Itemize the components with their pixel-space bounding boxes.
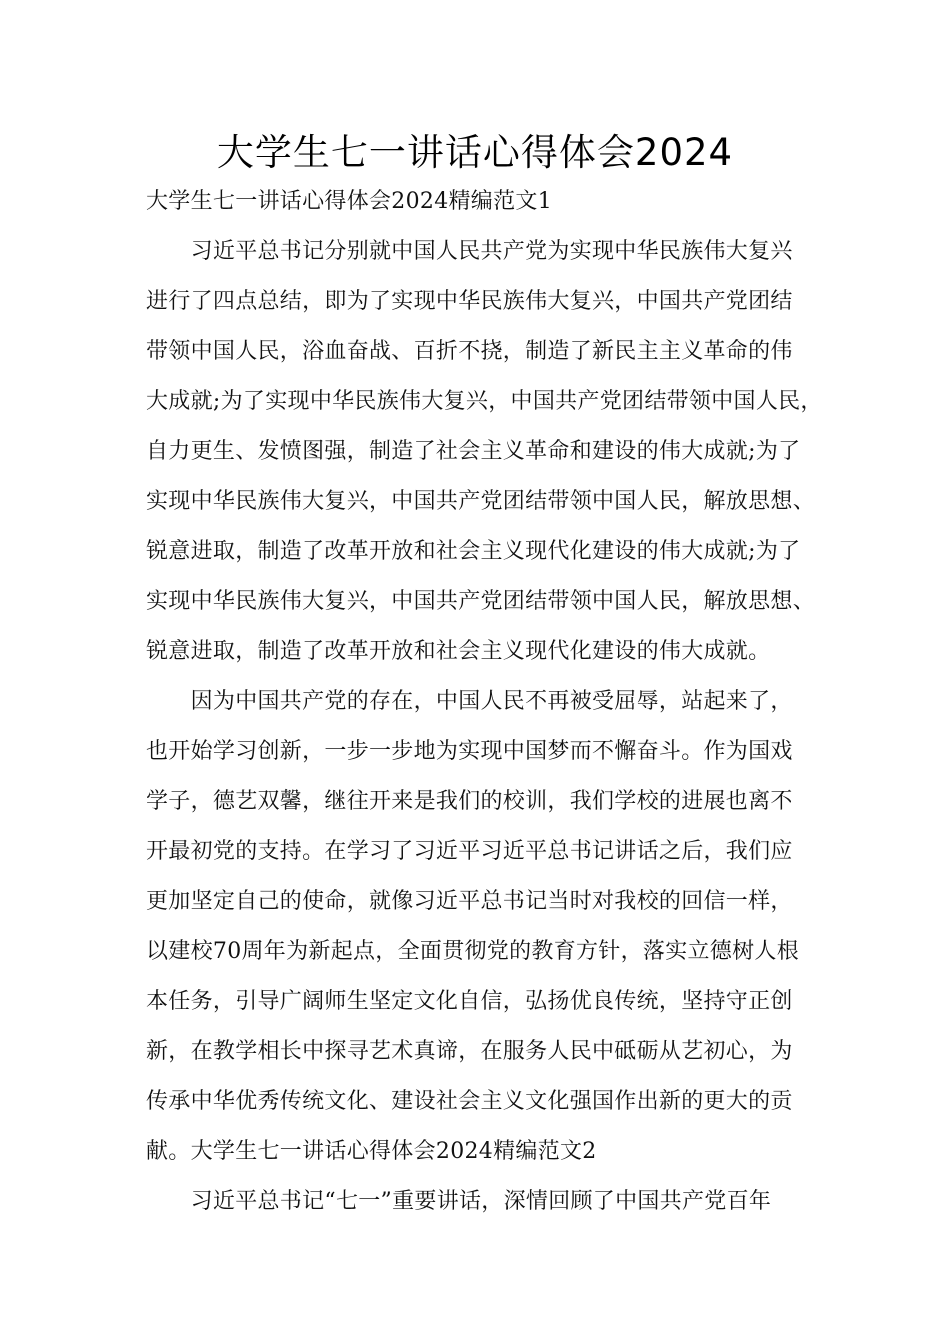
- text-line: 传承中华优秀传统文化、建设社会主义文化强国作出新的更大的贡: [146, 1089, 793, 1114]
- text-line: 锐意进取，制造了改革开放和社会主义现代化建设的伟大成就;为了: [146, 539, 801, 564]
- text-line: 进行了四点总结，即为了实现中华民族伟大复兴，中国共产党团结: [146, 289, 793, 314]
- text-line: 也开始学习创新，一步一步地为实现中国梦而不懈奋斗。作为国戏: [146, 739, 793, 764]
- text-line: 带领中国人民，浴血奋战、百折不挠，制造了新民主主义革命的伟: [146, 339, 793, 364]
- text-line: 实现中华民族伟大复兴，中国共产党团结带领中国人民，解放思想、: [146, 489, 816, 514]
- text-line: 献。大学生七一讲话心得体会2024精编范文2: [146, 1139, 597, 1164]
- text-line: 实现中华民族伟大复兴，中国共产党团结带领中国人民，解放思想、: [146, 589, 816, 614]
- text-line: 锐意进取，制造了改革开放和社会主义现代化建设的伟大成就。: [146, 639, 771, 664]
- text-line: 新，在教学相长中探寻艺术真谛，在服务人民中砥砺从艺初心，为: [146, 1039, 793, 1064]
- text-line: 更加坚定自己的使命，就像习近平总书记当时对我校的回信一样，: [146, 889, 793, 914]
- text-line: 大学生七一讲话心得体会2024精编范文1: [146, 189, 552, 214]
- text-line: 学子，德艺双馨，继往开来是我们的校训，我们学校的进展也离不: [146, 789, 793, 814]
- text-line: 习近平总书记分别就中国人民共产党为实现中华民族伟大复兴: [146, 239, 793, 264]
- text-line: 习近平总书记“七一”重要讲话，深情回顾了中国共产党百年: [146, 1189, 772, 1214]
- text-line: 因为中国共产党的存在，中国人民不再被受屈辱，站起来了，: [146, 689, 793, 714]
- text-line: 本任务，引导广阔师生坚定文化自信，弘扬优良传统，坚持守正创: [146, 989, 793, 1014]
- document-title: 大学生七一讲话心得体会2024: [216, 131, 734, 174]
- text-line: 开最初党的支持。在学习了习近平习近平总书记讲话之后，我们应: [146, 839, 793, 864]
- text-line: 自力更生、发愤图强，制造了社会主义革命和建设的伟大成就;为了: [146, 439, 801, 464]
- text-line: 大成就;为了实现中华民族伟大复兴，中国共产党团结带领中国人民，: [146, 389, 823, 414]
- text-line: 以建校70周年为新起点，全面贯彻党的教育方针，落实立德树人根: [146, 939, 799, 964]
